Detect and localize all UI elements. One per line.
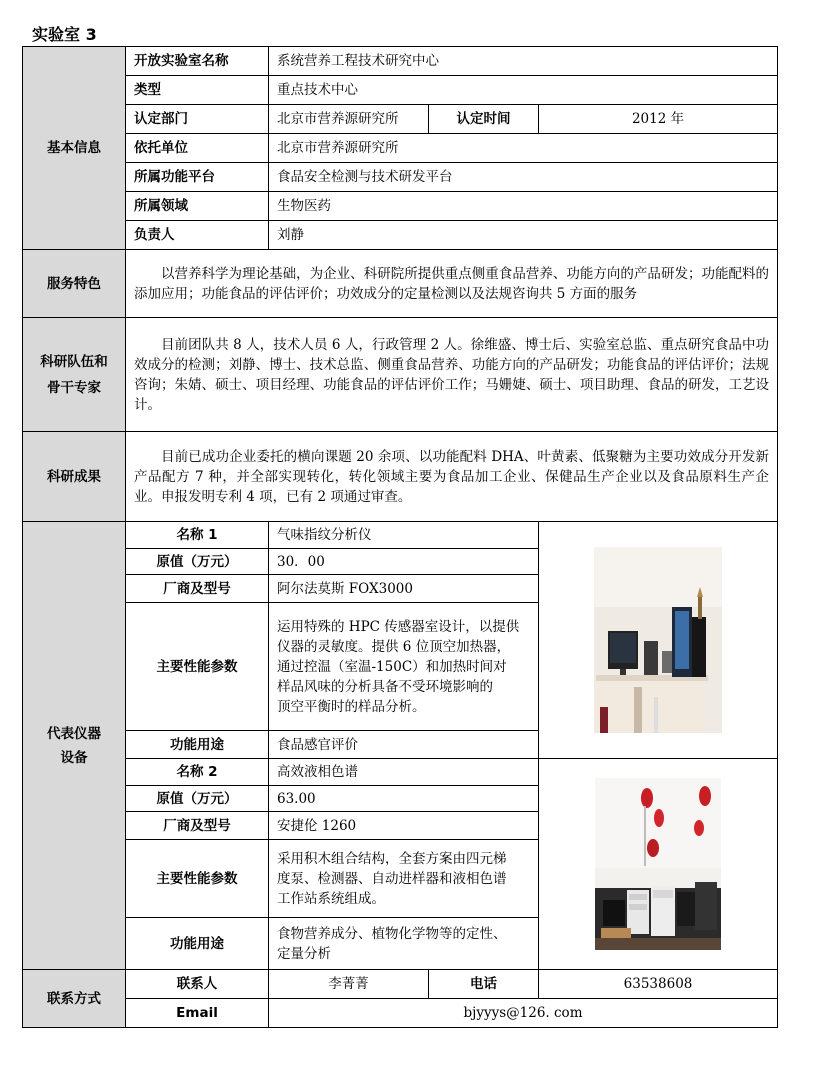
odor-analyzer-image: [594, 547, 722, 733]
eq2-use-label: 功能用途: [126, 918, 269, 970]
eq2-photo-cell: [539, 759, 778, 970]
eq1-params-line: 运用特殊的 HPC 传感器室设计，以提供: [277, 618, 520, 635]
leader-label: 负责人: [126, 221, 269, 250]
eq2-model-value: 安捷伦 1260: [269, 812, 539, 840]
eq2-price-label: 原值（万元）: [126, 786, 269, 812]
leader-value: 刘静: [269, 221, 778, 250]
eq2-name-label: 名称 2: [126, 759, 269, 786]
eq1-price-label: 原值（万元）: [126, 549, 269, 575]
email-value[interactable]: bjyyys@126. com: [269, 999, 778, 1028]
team-text: 目前团队共 8 人，技术人员 6 人，行政管理 2 人。徐维盛、博士后、实验室总监、重点研究食品中功效成分的检测；刘静、博士、技术总监、侧重食品营养、功能方向的产品研发；功能食品的评估评价；法规咨询；朱婧、硕士、项目经理、功能食品的评估评价工作；马姗婕、硕士、项目助理、食品的研发，工艺设计。: [126, 318, 778, 432]
section-basic-info: 基本信息: [23, 47, 126, 250]
field-label: 所属领域: [126, 192, 269, 221]
phone-label: 电话: [429, 970, 539, 999]
page-title: 实验室 3: [32, 25, 97, 44]
eq1-params-line: 顶空平衡时的样品分析。: [277, 698, 426, 715]
eq2-params-value: [269, 840, 539, 918]
email-label: Email: [126, 999, 269, 1028]
equipment-label-line1: 代表仪器: [47, 725, 101, 742]
eq1-photo-cell: [539, 522, 778, 759]
eq2-params-line: 工作站系统组成。: [277, 890, 385, 907]
section-results: 科研成果: [23, 432, 126, 522]
phone-value: 63538608: [539, 970, 778, 999]
field-value: 生物医药: [269, 192, 778, 221]
section-equipment: [23, 522, 126, 970]
lab-name-value: 系统营养工程技术研究中心: [269, 47, 778, 76]
eq1-params-line: 仪器的灵敏度。提供 6 位顶空加热器，: [277, 638, 511, 655]
eq1-model-value: 阿尔法莫斯 FOX3000: [269, 575, 539, 603]
lab-info-table: [22, 46, 778, 1028]
eq2-params-line: 度泵、检测器、自动进样器和液相色谱: [277, 870, 507, 887]
type-label: 类型: [126, 76, 269, 105]
hplc-image: [595, 778, 721, 950]
eq1-params-line: 通过控温（室温-150C）和加热时间对: [277, 658, 507, 675]
equipment-label-line2: 设备: [60, 749, 88, 766]
eq1-name-value: 气味指纹分析仪: [269, 522, 539, 549]
eq1-model-label: 厂商及型号: [126, 575, 269, 603]
contact-person-value: 李菁菁: [269, 970, 429, 999]
eq2-price-value: 63.00: [269, 786, 539, 812]
eq1-price-value: 30．00: [269, 549, 539, 575]
host-label: 依托单位: [126, 134, 269, 163]
eq2-model-label: 厂商及型号: [126, 812, 269, 840]
type-value: 重点技术中心: [269, 76, 778, 105]
eq1-params-value: [269, 603, 539, 731]
eq2-use-line: 食物营养成分、植物化学物等的定性、: [277, 925, 507, 942]
host-value: 北京市营养源研究所: [269, 134, 778, 163]
eq1-photo: [594, 547, 722, 733]
team-label-line2: 骨干专家: [47, 379, 101, 396]
section-team: [23, 318, 126, 432]
eq1-params-label: 主要性能参数: [126, 603, 269, 731]
eq1-use-label: 功能用途: [126, 731, 269, 759]
platform-value: 食品安全检测与技术研发平台: [269, 163, 778, 192]
time-label: 认定时间: [429, 105, 539, 134]
eq1-use-value: 食品感官评价: [269, 731, 539, 759]
dept-label: 认定部门: [126, 105, 269, 134]
section-service: 服务特色: [23, 250, 126, 318]
eq2-use-value: [269, 918, 539, 970]
section-contact: 联系方式: [23, 970, 126, 1028]
lab-name-label: 开放实验室名称: [126, 47, 269, 76]
eq2-photo: [595, 778, 721, 950]
contact-person-label: 联系人: [126, 970, 269, 999]
eq2-use-line: 定量分析: [277, 945, 331, 962]
eq2-params-line: 采用积木组合结构，全套方案由四元梯: [277, 850, 507, 867]
platform-label: 所属功能平台: [126, 163, 269, 192]
results-text: 目前已成功企业委托的横向课题 20 余项、以功能配料 DHA、叶黄素、低聚糖为主要功效成分开发新产品配方 7 种，并全部实现转化，转化领域主要为食品加工企业、保健品生产企业以及食品原料生产企业。申报发明专利 4 项，已有 2 项通过审查。: [126, 432, 778, 522]
eq2-name-value: 高效液相色谱: [269, 759, 539, 786]
time-value: 2012 年: [539, 105, 778, 134]
eq2-params-label: 主要性能参数: [126, 840, 269, 918]
eq1-params-line: 样品风味的分析具备不受环境影响的: [277, 678, 493, 695]
team-label-line1: 科研队伍和: [40, 353, 108, 370]
service-text: 以营养科学为理论基础，为企业、科研院所提供重点侧重食品营养、功能方向的产品研发；功能配料的添加应用；功能食品的评估评价；功效成分的定量检测以及法规咨询共 5 方面的服务: [126, 250, 778, 318]
eq1-name-label: 名称 1: [126, 522, 269, 549]
dept-value: 北京市营养源研究所: [269, 105, 429, 134]
